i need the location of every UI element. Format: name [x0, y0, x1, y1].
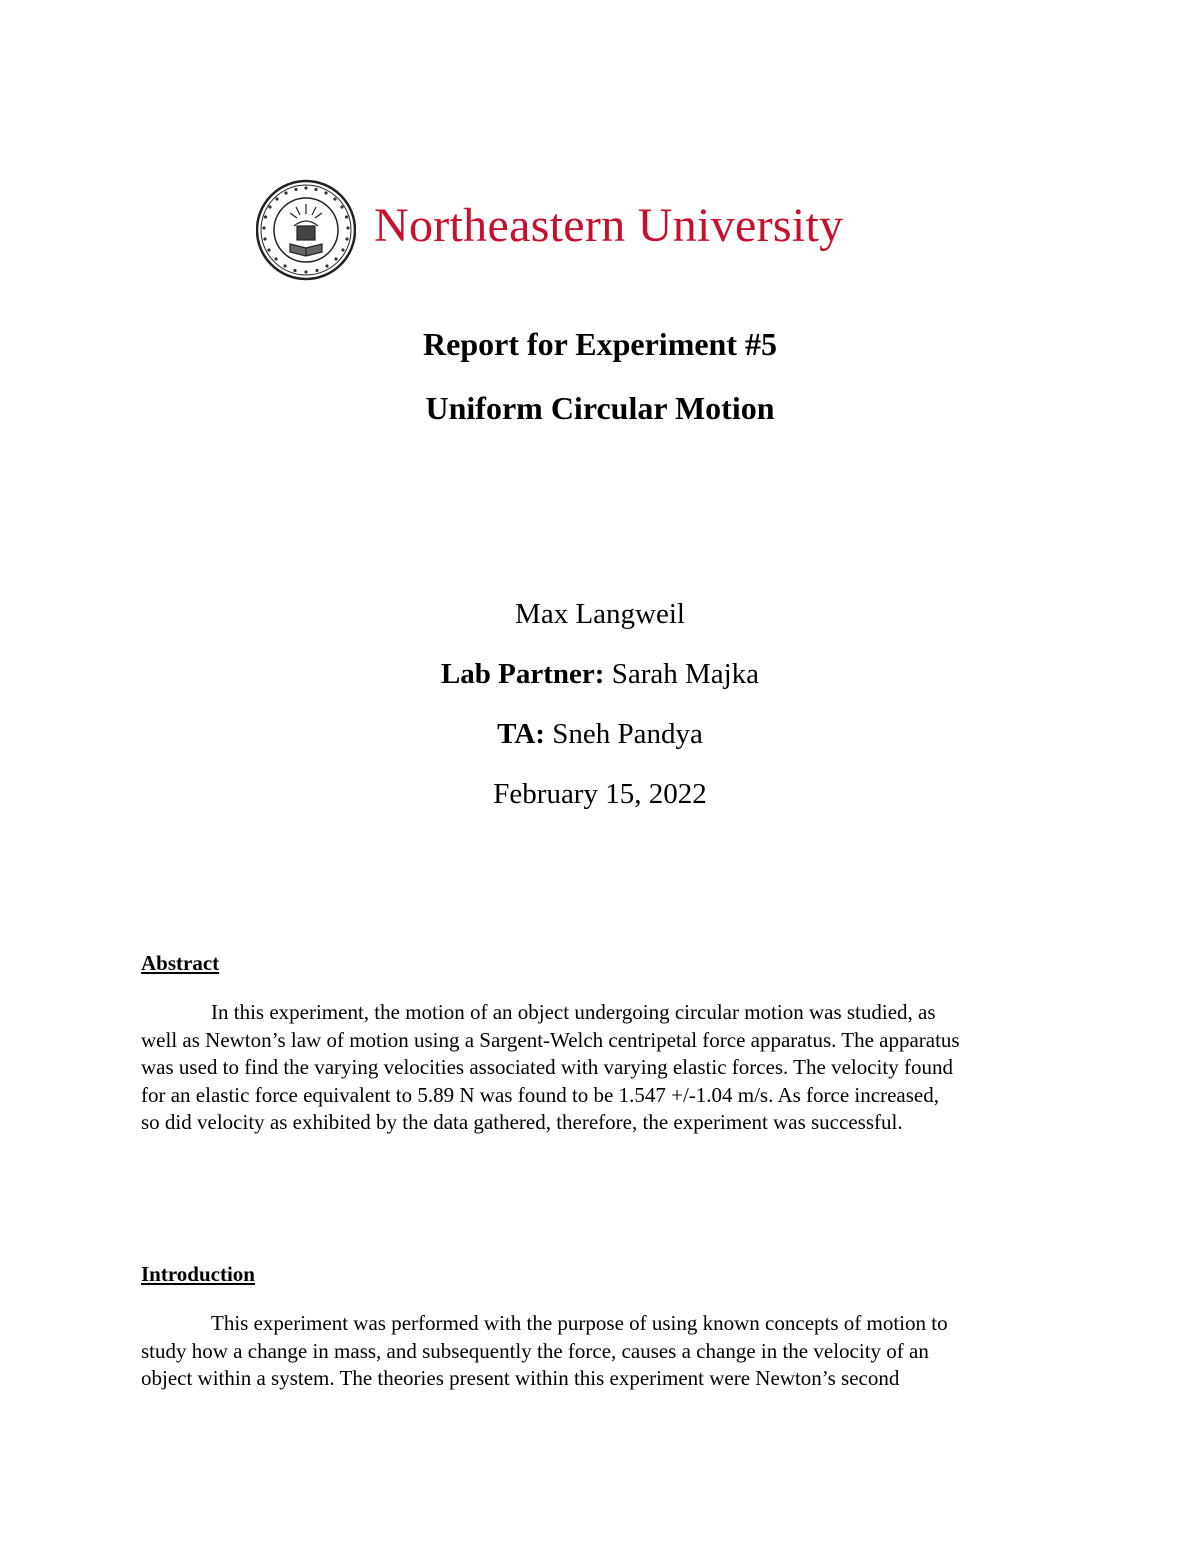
paragraph-line: was used to find the varying velocities associated with varying elastic forces. The velocity found — [141, 1055, 953, 1079]
abstract-paragraph — [141, 999, 1061, 1137]
paragraph-line: In this experiment, the motion of an object undergoing circular motion was studied, as — [211, 1000, 936, 1024]
report-date: February 15, 2022 — [493, 778, 707, 810]
university-wordmark — [374, 198, 843, 254]
paragraph-line: well as Newton’s law of motion using a Sargent-Welch centripetal force apparatus. The apparatus — [141, 1027, 960, 1052]
author-name: Max Langweil — [515, 598, 685, 630]
university-seal-icon — [256, 178, 356, 282]
university-logo — [256, 178, 946, 284]
university-name: Northeastern University — [374, 199, 844, 252]
ta-label: TA: — [497, 718, 545, 750]
lab-partner-name: Sarah Majka — [604, 658, 760, 690]
lab-partner — [0, 657, 1200, 691]
abstract-heading: Abstract — [141, 951, 220, 975]
teaching-assistant — [0, 717, 1200, 751]
paragraph-line: object within a system. The theories present within this experiment were Newton’s second — [141, 1366, 900, 1390]
paragraph-line: This experiment was performed with the purpose of using known concepts of motion to — [211, 1311, 948, 1335]
paragraph-line: study how a change in mass, and subsequently the force, causes a change in the velocity of an — [141, 1338, 929, 1363]
report-subtitle: Uniform Circular Motion — [425, 390, 775, 426]
introduction-heading: Introduction — [141, 1262, 255, 1286]
report-title: Report for Experiment #5 — [423, 326, 777, 362]
lab-partner-label: Lab Partner: — [440, 658, 605, 690]
ta-name: Sneh Pandya — [544, 718, 703, 750]
introduction-paragraph — [141, 1310, 1061, 1393]
paragraph-line: for an elastic force equivalent to 5.89 N was found to be 1.547 +/-1.04 m/s. As force increased, — [141, 1082, 939, 1107]
paragraph-line: so did velocity as exhibited by the data gathered, therefore, the experiment was successful. — [141, 1110, 903, 1134]
